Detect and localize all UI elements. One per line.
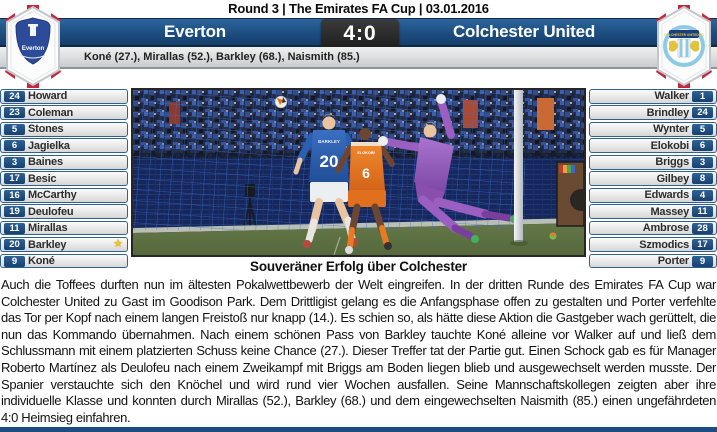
player-row[interactable] bbox=[589, 221, 717, 236]
player-name: Wynter bbox=[653, 123, 689, 136]
player-name: Besic bbox=[28, 172, 57, 185]
bottom-accent-bar bbox=[0, 427, 717, 432]
player-name: Szmodics bbox=[639, 238, 689, 251]
scorers-strip bbox=[0, 47, 717, 69]
player-number: 11 bbox=[4, 223, 25, 234]
match-photo bbox=[131, 88, 586, 257]
player-name: Briggs bbox=[655, 156, 689, 169]
home-lineup-list bbox=[0, 89, 128, 270]
player-row[interactable] bbox=[0, 204, 128, 219]
player-name: Brindley bbox=[646, 106, 689, 119]
player-name: Elokobi bbox=[650, 139, 689, 152]
player-row[interactable] bbox=[0, 188, 128, 203]
player-row[interactable] bbox=[589, 122, 717, 137]
goal-post bbox=[514, 90, 523, 242]
svg-text:6: 6 bbox=[362, 165, 370, 181]
player-number: 4 bbox=[692, 190, 713, 201]
player-row[interactable] bbox=[0, 171, 128, 186]
player-name: Deulofeu bbox=[28, 205, 74, 218]
player-number: 3 bbox=[692, 157, 713, 168]
player-number: 9 bbox=[4, 256, 25, 267]
player-name: Walker bbox=[654, 90, 689, 103]
player-name: Ambrose bbox=[642, 222, 689, 235]
player-number: 23 bbox=[4, 107, 25, 118]
report-body: Auch die Toffees durften nun im ältesten Pokalwettbewerb der Welt eingreifen. In der dritten Runde des Emirates FA Cup war Colchester United zu Gast im Goodison Park. Dem Drittligist gelang es die Anfangsphase offen zu gestalten und Porter verfehlte das Tor per Kopf nach einem langen Freistoß nur knapp (14.). Es schien so, als hätte diese Aktion die Gastgeber wach gerüttelt, die nun das Kommando übernahmen. Nach einem schönen Pass von Barkley tauchte Koné alleine vor Walker auf und ließ dem Schlussmann mit einem platzierten Schuss keine Chance (27.). Dieser Treffer tat der Partie gut. Einen Schock gab es für Manager Roberto Martínez als Deulofeu nach einem Zweikampf mit Briggs am Boden liegen blieb und ausgewechselt werden musste. Der Spanier verstauchte sich den Knöchel und wird rund vier Wochen ausfallen. Seine Mannschaftskollegen zeigten aber ihre individuelle Klasse und konnten durch Mirallas (52.), Barkley (68.) und dem eingewechselten Naismith (85.) einen ungefährdeten 4:0 Heimsieg einfahren. bbox=[1, 277, 716, 425]
score-box: 4:0 bbox=[321, 19, 399, 50]
ad-screen bbox=[557, 162, 584, 226]
svg-text:Everton: Everton bbox=[21, 46, 45, 52]
man-of-match-star-icon: ★ bbox=[113, 238, 123, 251]
player-row[interactable] bbox=[0, 221, 128, 236]
player-name: Howard bbox=[28, 90, 68, 103]
player-number: 16 bbox=[4, 190, 25, 201]
player-number: 3 bbox=[4, 157, 25, 168]
player-name: Edwards bbox=[644, 189, 689, 202]
player-name: McCarthy bbox=[28, 189, 77, 202]
colchester-badge-icon bbox=[655, 5, 713, 88]
player-row[interactable] bbox=[589, 204, 717, 219]
player-number: 24 bbox=[4, 91, 25, 102]
player-number: 17 bbox=[4, 173, 25, 184]
svg-text:ELOKOBI: ELOKOBI bbox=[357, 151, 375, 155]
player-number: 24 bbox=[692, 107, 713, 118]
player-number: 6 bbox=[692, 140, 713, 151]
player-row[interactable] bbox=[0, 237, 128, 252]
competition-line: Round 3 | The Emirates FA Cup | 03.01.2016 bbox=[228, 1, 489, 16]
player-row[interactable] bbox=[589, 171, 717, 186]
player-name: Porter bbox=[657, 255, 689, 268]
player-number: 6 bbox=[4, 140, 25, 151]
player-name: Massey bbox=[650, 205, 689, 218]
player-row[interactable] bbox=[589, 188, 717, 203]
everton-badge-icon bbox=[4, 5, 62, 88]
player-number: 5 bbox=[4, 124, 25, 135]
player-row[interactable] bbox=[589, 237, 717, 252]
player-number: 5 bbox=[692, 124, 713, 135]
svg-text:20: 20 bbox=[319, 152, 339, 171]
match-ball bbox=[275, 96, 287, 108]
player-row[interactable] bbox=[589, 254, 717, 269]
player-name: Coleman bbox=[28, 106, 74, 119]
player-row[interactable] bbox=[589, 89, 717, 104]
player-number: 19 bbox=[4, 206, 25, 217]
svg-text:COLCHESTER UNITED FC: COLCHESTER UNITED FC bbox=[664, 33, 704, 37]
player-number: 28 bbox=[692, 223, 713, 234]
player-row[interactable] bbox=[589, 138, 717, 153]
player-number: 11 bbox=[692, 206, 713, 217]
player-row[interactable] bbox=[589, 155, 717, 170]
player-row[interactable] bbox=[0, 254, 128, 269]
away-team-name: Colchester United bbox=[452, 22, 596, 41]
scorers-text: Koné (27.), Mirallas (52.), Barkley (68.), Naismith (85.) bbox=[84, 51, 360, 63]
player-row[interactable] bbox=[0, 155, 128, 170]
pitch-ball bbox=[549, 232, 557, 240]
away-lineup-list bbox=[589, 89, 717, 270]
player-number: 9 bbox=[692, 256, 713, 267]
report-headline: Souveräner Erfolg über Colchester bbox=[250, 259, 467, 274]
player-name: Koné bbox=[28, 255, 55, 268]
player-row[interactable] bbox=[0, 105, 128, 120]
player-number: 8 bbox=[692, 173, 713, 184]
player-number: 1 bbox=[692, 91, 713, 102]
player-number: 17 bbox=[692, 239, 713, 250]
player-name: Mirallas bbox=[28, 222, 68, 235]
home-team-name: Everton bbox=[164, 22, 226, 41]
player-name: Jagielka bbox=[28, 139, 70, 152]
player-row[interactable] bbox=[589, 105, 717, 120]
player-number: 20 bbox=[4, 239, 25, 250]
player-name: Stones bbox=[28, 123, 64, 136]
player-name: Baines bbox=[28, 156, 63, 169]
player-row[interactable] bbox=[0, 122, 128, 137]
player-row[interactable] bbox=[0, 138, 128, 153]
player-name: Barkley bbox=[28, 238, 67, 251]
player-row[interactable] bbox=[0, 89, 128, 104]
player-name: Gilbey bbox=[656, 172, 689, 185]
svg-text:BARKLEY: BARKLEY bbox=[318, 139, 340, 144]
